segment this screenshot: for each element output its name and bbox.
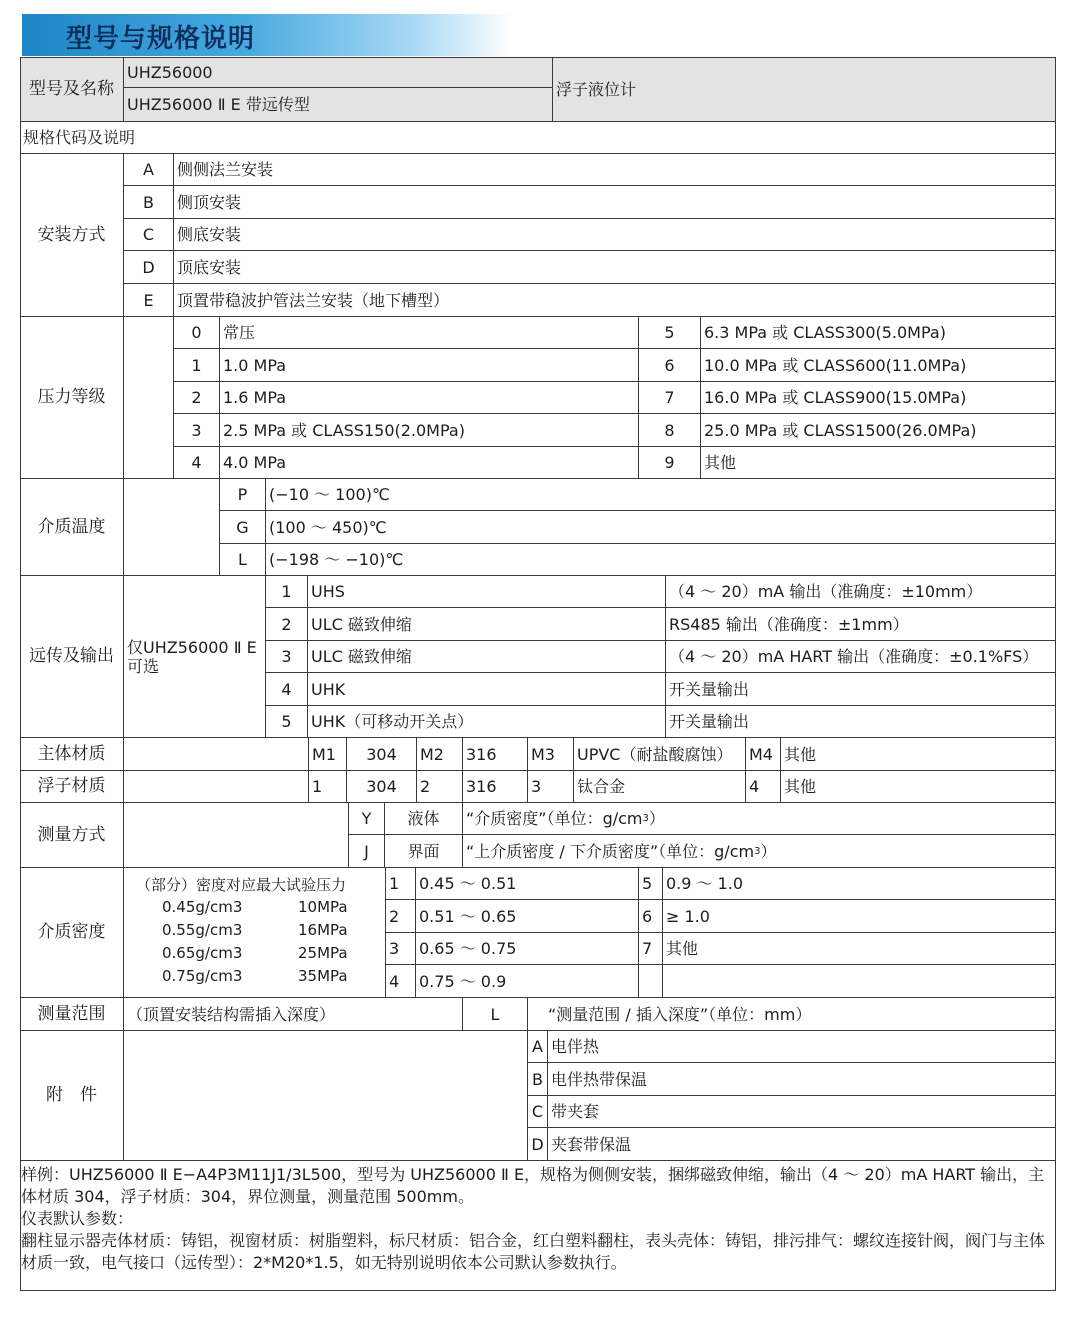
body-material-code: M4 xyxy=(746,738,781,771)
pressure-value: 10MPa xyxy=(298,898,348,916)
default-params-text: 翻柱显示器壳体材质：铸铝，视窗材质：树脂塑料，标尺材质：铝合金，红白塑料翻柱，表头壳体：铸铝，排污排气：螺纹连接针阀，阀门与主体材质一致，电气接口（远传型）：2*M20*1.5，如无特别说明依本公司默认参数执行。 xyxy=(21,1231,1046,1272)
accessory-text: 电伴热带保温 xyxy=(548,1063,1056,1096)
remote-code: 3 xyxy=(266,641,308,673)
body-material-text: UPVC（耐盐酸腐蚀） xyxy=(574,738,746,771)
model-code-2: UHZ56000 Ⅱ E 带远传型 xyxy=(124,88,553,122)
pressure-text: 25.0 MPa 或 CLASS1500(26.0MPa) xyxy=(701,414,1056,447)
measure-code: J xyxy=(349,835,385,868)
pressure-code: 8 xyxy=(639,414,701,447)
float-material-text: 304 xyxy=(347,771,417,803)
notes xyxy=(21,1164,1051,1274)
body-material-blank xyxy=(124,738,309,771)
accessory-blank xyxy=(124,1031,528,1161)
measure-medium: 界面 xyxy=(385,835,463,868)
range-code: L xyxy=(463,998,528,1031)
density-pressure-row xyxy=(162,942,385,965)
pressure-text: 10.0 MPa 或 CLASS600(11.0MPa) xyxy=(701,349,1056,382)
model-code-1: UHZ56000 xyxy=(124,57,553,88)
float-material-label: 浮子材质 xyxy=(20,771,124,803)
measure-blank xyxy=(124,803,349,868)
density-pressure-row xyxy=(162,919,385,942)
spec-table xyxy=(20,57,1056,1291)
density-blank xyxy=(639,965,663,998)
measure-unit-end: ） xyxy=(648,809,665,828)
body-material-code: M2 xyxy=(417,738,463,771)
accessory-text: 电伴热 xyxy=(548,1031,1056,1063)
remote-type: ULC 磁致伸缩 xyxy=(308,641,666,673)
pressure-code: 1 xyxy=(174,349,220,382)
body-material-text: 316 xyxy=(463,738,528,771)
temp-text: (100 ～ 450)℃ xyxy=(266,511,1056,544)
remote-code: 1 xyxy=(266,576,308,608)
spec-title: 规格代码及说明 xyxy=(20,122,1056,154)
pressure-text: 4.0 MPa xyxy=(220,447,639,479)
density-value: 0.65g/cm3 xyxy=(162,944,243,962)
model-label: 型号及名称 xyxy=(20,57,124,122)
pressure-code: 0 xyxy=(174,317,220,349)
remote-output: RS485 输出（准确度：±1mm） xyxy=(666,608,1056,641)
body-material-code: M1 xyxy=(309,738,347,771)
density-label: 介质密度 xyxy=(20,868,124,998)
density-value: 0.55g/cm3 xyxy=(162,921,243,939)
temp-blank xyxy=(124,479,220,576)
pressure-label: 压力等级 xyxy=(20,317,124,479)
install-text: 顶置带稳波护管法兰安装（地下槽型） xyxy=(174,284,1056,317)
measure-unit-text: “上介质密度 / 下介质密度”（单位：g/cm xyxy=(466,841,755,861)
remote-type: UHS xyxy=(308,576,666,608)
accessory-text: 带夹套 xyxy=(548,1096,1056,1128)
density-code: 2 xyxy=(386,900,416,933)
pressure-text: 常压 xyxy=(220,317,639,349)
remote-output: 开关量输出 xyxy=(666,673,1056,706)
pressure-code: 3 xyxy=(174,414,220,447)
density-range: 0.45 ～ 0.51 xyxy=(416,868,639,900)
measure-unit-text: “介质密度”（单位：g/cm xyxy=(466,809,643,828)
remote-code: 2 xyxy=(266,608,308,641)
float-material-code: 4 xyxy=(746,771,781,803)
example-note: 样例：UHZ56000 Ⅱ E−A4P3M11J1/3L500，型号为 UHZ56000 Ⅱ E，规格为侧侧安装，捆绑磁致伸缩，输出（4 ～ 20）mA HART 输出，主体材质 304，浮子材质：304，界位测量，测量范围 500mm。 xyxy=(21,1165,1045,1206)
pressure-code: 2 xyxy=(174,382,220,414)
density-pressure-row xyxy=(162,965,385,988)
install-code: C xyxy=(124,219,174,251)
measure-text xyxy=(463,803,1056,835)
measure-unit-sup: 3 xyxy=(754,845,761,857)
density-range: 0.9 ～ 1.0 xyxy=(663,868,1056,900)
float-material-code: 1 xyxy=(309,771,347,803)
density-code: 6 xyxy=(639,900,663,933)
measure-text xyxy=(463,835,1056,868)
pressure-code: 7 xyxy=(639,382,701,414)
install-code: B xyxy=(124,186,174,219)
float-material-text: 其他 xyxy=(781,771,1056,803)
install-text: 侧顶安装 xyxy=(174,186,1056,219)
density-blank xyxy=(663,965,1056,998)
model-name: 浮子液位计 xyxy=(553,57,1056,122)
pressure-text: 1.6 MPa xyxy=(220,382,639,414)
pressure-value: 16MPa xyxy=(298,921,348,939)
measure-unit-sup: 3 xyxy=(642,813,649,824)
pressure-text: 1.0 MPa xyxy=(220,349,639,382)
density-range: 其他 xyxy=(663,933,1056,965)
install-text: 顶底安装 xyxy=(174,251,1056,284)
accessory-label: 附 件 xyxy=(20,1031,124,1161)
accessory-code: A xyxy=(528,1031,548,1063)
accessory-code: C xyxy=(528,1096,548,1128)
temp-code: L xyxy=(220,544,266,576)
body-material-label: 主体材质 xyxy=(20,738,124,771)
float-material-code: 3 xyxy=(528,771,574,803)
density-code: 7 xyxy=(639,933,663,965)
remote-note xyxy=(124,576,266,738)
measure-unit-end: ） xyxy=(760,841,777,861)
remote-type: UHK（可移动开关点） xyxy=(308,706,666,738)
remote-output: （4 ～ 20）mA HART 输出（准确度：±0.1%FS） xyxy=(666,641,1056,673)
float-material-blank xyxy=(124,771,309,803)
accessory-code: D xyxy=(528,1128,548,1161)
density-pressure-row xyxy=(162,896,385,919)
pressure-value: 35MPa xyxy=(298,967,348,985)
density-code: 3 xyxy=(386,933,416,965)
install-code: D xyxy=(124,251,174,284)
pressure-code: 6 xyxy=(639,349,701,382)
density-range: 0.65 ～ 0.75 xyxy=(416,933,639,965)
section-header-banner xyxy=(22,14,512,56)
pressure-text: 6.3 MPa 或 CLASS300(5.0MPa) xyxy=(701,317,1056,349)
density-value: 0.45g/cm3 xyxy=(162,898,243,916)
measure-code: Y xyxy=(349,803,385,835)
temp-code: P xyxy=(220,479,266,511)
density-note xyxy=(124,868,386,998)
default-params-title: 仪表默认参数： xyxy=(21,1209,134,1228)
density-code: 4 xyxy=(386,965,416,998)
density-code: 5 xyxy=(639,868,663,900)
install-text: 侧底安装 xyxy=(174,219,1056,251)
range-note: （顶置安装结构需插入深度） xyxy=(124,998,463,1031)
remote-type: ULC 磁致伸缩 xyxy=(308,608,666,641)
density-value: 0.75g/cm3 xyxy=(162,967,243,985)
density-range: 0.51 ～ 0.65 xyxy=(416,900,639,933)
remote-note-line1: 仅UHZ56000 Ⅱ E xyxy=(127,637,257,657)
remote-note-line2: 可选 xyxy=(127,656,160,676)
measure-label: 测量方式 xyxy=(20,803,124,868)
density-note-title: （部分）密度对应最大试验压力 xyxy=(136,876,347,894)
pressure-code: 9 xyxy=(639,447,701,479)
float-material-code: 2 xyxy=(417,771,463,803)
install-code: E xyxy=(124,284,174,317)
accessory-code: B xyxy=(528,1063,548,1096)
accessory-text: 夹套带保温 xyxy=(548,1128,1056,1161)
pressure-code: 5 xyxy=(639,317,701,349)
install-text: 侧侧法兰安装 xyxy=(174,154,1056,186)
install-code: A xyxy=(124,154,174,186)
pressure-blank xyxy=(124,317,174,479)
density-range: ≥ 1.0 xyxy=(663,900,1056,933)
temp-text: (−198 ～ −10)℃ xyxy=(266,544,1056,576)
remote-code: 4 xyxy=(266,673,308,706)
float-material-text: 钛合金 xyxy=(574,771,746,803)
body-material-text: 304 xyxy=(347,738,417,771)
body-material-code: M3 xyxy=(528,738,574,771)
install-label: 安装方式 xyxy=(20,154,124,317)
float-material-text: 316 xyxy=(463,771,528,803)
pressure-text: 2.5 MPa 或 CLASS150(2.0MPa) xyxy=(220,414,639,447)
pressure-value: 25MPa xyxy=(298,944,348,962)
density-pressure-table xyxy=(136,896,385,988)
section-title: 型号与规格说明 xyxy=(66,24,256,54)
pressure-code: 4 xyxy=(174,447,220,479)
measure-medium: 液体 xyxy=(385,803,463,835)
remote-output: （4 ～ 20）mA 输出（准确度：±10mm） xyxy=(666,576,1056,608)
remote-type: UHK xyxy=(308,673,666,706)
temp-code: G xyxy=(220,511,266,544)
pressure-text: 16.0 MPa 或 CLASS900(15.0MPa) xyxy=(701,382,1056,414)
temp-label: 介质温度 xyxy=(20,479,124,576)
density-code: 1 xyxy=(386,868,416,900)
density-range: 0.75 ～ 0.9 xyxy=(416,965,639,998)
range-text: “测量范围 / 插入深度”（单位：mm） xyxy=(528,998,1056,1031)
remote-label: 远传及输出 xyxy=(20,576,124,738)
pressure-text: 其他 xyxy=(701,447,1056,479)
remote-output: 开关量输出 xyxy=(666,706,1056,738)
temp-text: (−10 ～ 100)℃ xyxy=(266,479,1056,511)
range-label: 测量范围 xyxy=(20,998,124,1031)
body-material-text: 其他 xyxy=(781,738,1056,771)
remote-code: 5 xyxy=(266,706,308,738)
